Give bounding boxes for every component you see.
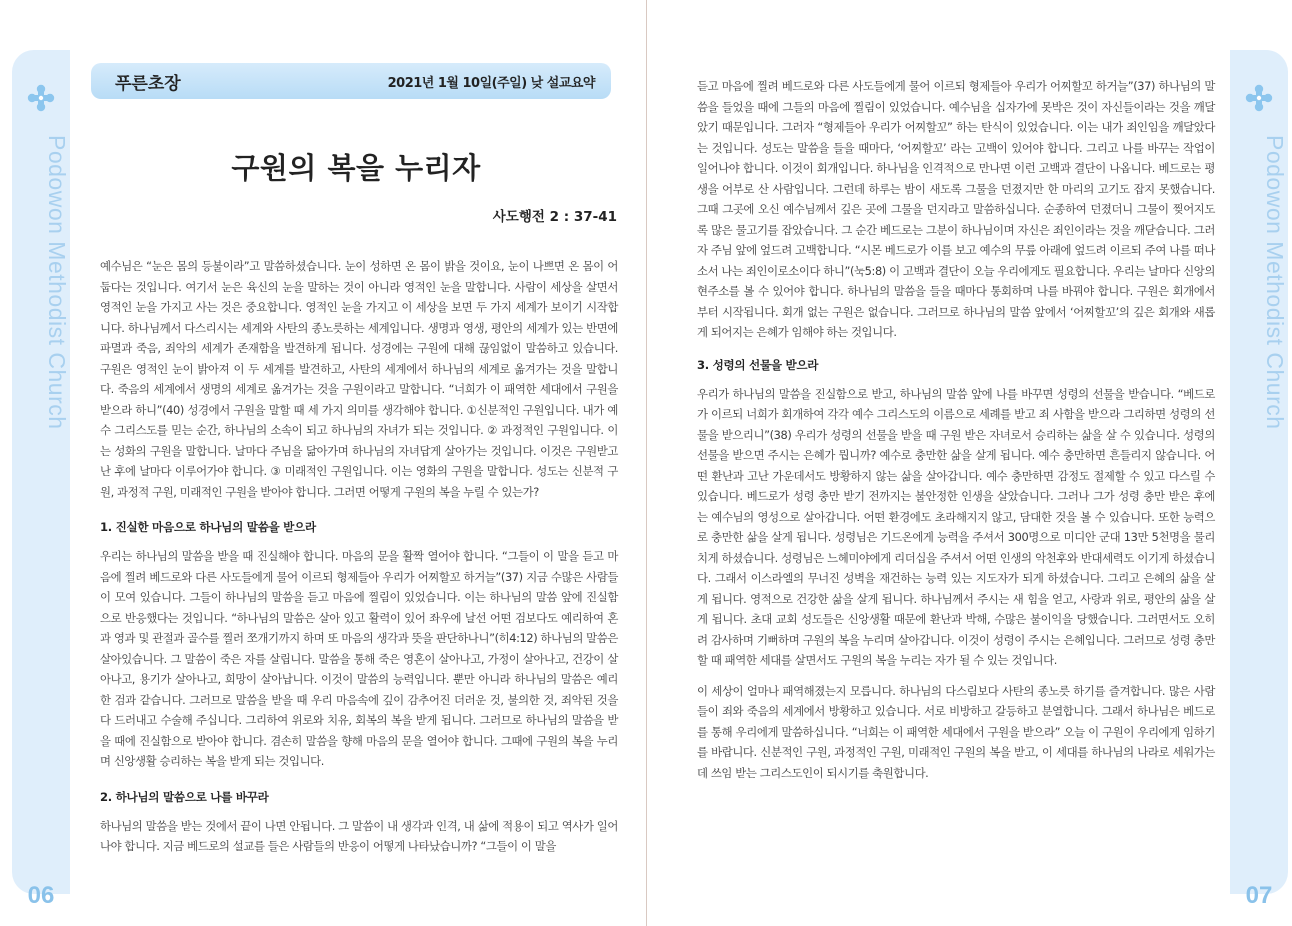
right-page-body [697, 76, 1215, 783]
section-heading: 2. 하나님의 말씀으로 나를 바꾸라 [100, 789, 269, 804]
section-paragraph: 하나님의 말씀을 받는 것에서 끝이 나면 안됩니다. 그 말씀이 내 생각과 인격, 내 삶에 적용이 되고 역사가 일어나야 합니다. 지금 베드로의 설교를 들은 사람들의 반응이 어떻게 나타났습니까? “그들이 이 말을 [100, 818, 618, 853]
section-heading: 1. 진실한 마음으로 하나님의 말씀을 받으라 [100, 520, 316, 534]
sermon-header-bar [91, 63, 611, 99]
cross-flower-icon [27, 84, 55, 112]
section-heading: 3. 성령의 선물을 받으라 [697, 357, 819, 372]
section-paragraph: 우리는 하나님의 말씀을 받을 때 진실해야 합니다. 마음의 문을 활짝 열어야 합니다. “그들이 이 말을 듣고 마음에 찔려 베드로와 다른 사도들에게 물어 이르되 형제들아 우리가 어찌할꼬 하거늘”(37) 지금 수많은 사람들이 모여 있습니다. 그들이 하나님의 말씀을 듣고 마음에 찔림이 있었습니다. 이는 하나님의 말씀 앞에 진실함으로 반응했다는 것입니다. “하나님의 말씀은 살아 있고 활력이 있어 좌우에 날선 어떤 검보다도 예리하여 혼과 영과 및 관절과 골수를 찔러 쪼개기까지 하며 또 마음의 생각과 뜻을 판단하나니”(히4:12) 하나님의 말씀은 살아있습니다. 그 말씀이 죽은 자를 살립니다. 말씀을 통해 죽은 영혼이 살아나고, 가정이 살아나고, 건강이 살아나고, 용기가 살아나고, 희망이 살아납니다. 이것이 말씀의 능력입니다. 뿐만 아니라 하나님의 말씀은 예리한 검과 같습니다. 그러므로 말씀을 받을 때 우리 마음속에 깊이 감추어진 더러운 것, 불의한 것, 죄악된 것을 다 드러내고 수술해 주십니다. 그리하여 위로와 치유, 회복의 복을 받게 됩니다. 그러므로 하나님의 말씀을 받을 때에 진실함으로 받아야 합니다. 겸손히 말씀을 향해 마음의 문을 열어야 합니다. 그때에 구원의 복을 누리며 신앙생활 승리하는 복을 받게 되는 것입니다. [100, 549, 618, 768]
scripture-reference: 사도행전 2 : 37-41 [492, 209, 617, 225]
church-name-vertical: Podowon Methodist Church [44, 134, 70, 430]
section-paragraph: 우리가 하나님의 말씀을 진실함으로 받고, 하나님의 말씀 앞에 나를 바꾸면 성령의 선물을 받습니다. “베드로가 이르되 너희가 회개하여 각각 예수 그리스도의 이름으로 세례를 받고 죄 사함을 받으라 그리하면 성령의 선물을 받으리니”(38) 우리가 성령의 선물을 받을 때 구원 받은 자녀로서 승리하는 삶을 살 수 있습니다. 성령의 선물을 받으면 주시는 은혜가 뭡니까? 예수로 충만한 삶을 살게 됩니다. 예수 충만하면 흔들리지 않습니다. 어떤 환난과 고난 가운데서도 방황하지 않는 삶을 살아갑니다. 예수 충만하면 감정도 절제할 수 있고 다스릴 수 있습니다. 베드로가 성령 충만 받기 전까지는 불안정한 인생을 살았습니다. 그러나 그가 성령 충만 받은 후에는 예수님의 영성으로 살아갑니다. 어떤 환경에도 초라해지지 않고, 담대한 것을 볼 수 있습니다. 또한 능력으로 충만한 삶을 살게 됩니다. 성령님은 기드온에게 능력을 주셔서 300명으로 미디안 군대 13만 5천명을 물리치게 하셨습니다. 성령님은 느헤미야에게 리더십을 주셔서 어떤 인생의 악천후와 반대세력도 이기게 하셨습니다. 그래서 이스라엘의 무너진 성벽을 재건하는 능력 있는 지도자가 되게 하셨습니다. 그리고 은혜의 삶을 살게 됩니다. 영적으로 건강한 삶을 살게 됩니다. 하나님께서 주시는 새 힘을 얻고, 사랑과 위로, 평안의 삶을 살게 됩니다. 초대 교회 성도들은 신앙생활 때문에 환난과 박해, 수많은 불이익을 당했습니다. 그러면서도 오히려 감사하며 기뻐하며 구원의 복을 누리며 살아갑니다. 이것이 성령이 주시는 은혜입니다. 그러므로 성령 충만할 때 패역한 세대를 살면서도 구원의 복을 누리는 자가 될 수 있는 것입니다. [697, 386, 1215, 667]
section-name: 푸른초장 [115, 74, 181, 94]
section-paragraph: 듣고 마음에 찔려 베드로와 다른 사도들에게 물어 이르되 형제들아 우리가 어찌할꼬 하거늘”(37) 하나님의 말씀을 들었을 때에 그들의 마음에 찔림이 있었습니다. 예수님을 십자가에 못박은 것이 자신들이라는 것을 깨달았기 때문입니다. 그러자 “형제들아 우리가 어찌할꼬” 하는 탄식이 있었습니다. 이는 내가 죄인임을 깨달았다는 것입니다. 성도는 말씀을 들을 때마다, ‘어찌할꼬’ 라는 고백이 있어야 합니다. 그리고 나를 바꾸는 작업이 일어나야 합니다. 이것이 회개입니다. 하나님을 인격적으로 만나면 이런 고백과 결단이 나옵니다. 베드로는 평생을 어부로 산 사람입니다. 그런데 하루는 밤이 새도록 그물을 던졌지만 한 마리의 고기도 잡지 못했습니다. 그때 그곳에 오신 예수님께서 깊은 곳에 그물을 던지라고 말씀하십니다. 순종하여 던졌더니 그물이 찢어지도록 많은 물고기를 잡았습니다. 그 순간 베드로는 그분이 하나님이며 자신은 죄인이라는 것을 깨닫습니다. 그러자 주님 앞에 엎드려 고백합니다. “시몬 베드로가 이를 보고 예수의 무릎 아래에 엎드려 이르되 주여 나를 떠나소서 나는 죄인이로소이다 하니”(눅5:8) 이 고백과 결단이 오늘 우리에게도 필요합니다. 우리는 날마다 신앙의 현주소를 볼 수 있어야 합니다. 하나님의 말씀을 들을 때마다 통회하며 나를 바꿔야 합니다. 구원은 회개에서부터 시작됩니다. 회개 없는 구원은 없습니다. 그러므로 하나님의 말씀 앞에서 ‘어찌할꼬’의 깊은 회개와 새롭게 되어지는 은혜가 임해야 하는 것입니다. [697, 79, 1215, 339]
left-page-body [100, 256, 618, 857]
closing-paragraph: 이 세상이 얼마나 패역해졌는지 모릅니다. 하나님의 다스림보다 사탄의 종노릇 하기를 즐겨합니다. 많은 사람들이 죄와 죽음의 세계에서 방황하고 있습니다. 서로 비방하고 갈등하고 분열합니다. 그래서 하나님은 베드로를 통해 우리에게 말씀하십니다. “너희는 이 패역한 세대에서 구원을 받으라” 오늘 이 구원이 우리에게 임하기를 바랍니다. 신분적인 구원, 과정적인 구원, 미래적인 구원의 복을 받고, 이 세대를 하나님의 나라로 세워가는데 쓰임 받는 그리스도인이 되시기를 축원합니다. [697, 683, 1215, 780]
cross-flower-icon [1245, 84, 1273, 112]
page-number: 06 [27, 882, 55, 909]
left-side-tab [12, 50, 70, 909]
page-divider [646, 0, 647, 926]
church-name-vertical: Podowon Methodist Church [1262, 134, 1288, 430]
right-side-tab [1230, 50, 1288, 909]
intro-paragraph: 예수님은 “눈은 몸의 등불이라”고 말씀하셨습니다. 눈이 성하면 온 몸이 밝을 것이요, 눈이 나쁘면 온 몸이 어둡다는 것입니다. 여기서 눈은 육신의 눈을 말하는 것이 아니라 영적인 눈을 말합니다. 사람이 세상을 살면서 영적인 눈을 가지고 사는 것은 중요합니다. 영적인 눈을 가지고 이 세상을 보면 두 가지 세계가 보이기 시작합니다. 하나님께서 다스리시는 세계와 사탄의 종노릇하는 세계입니다. 생명과 영생, 평안의 세계가 있는 반면에 파멸과 죽음, 죄악의 세계가 존재함을 발견하게 됩니다. 성경에는 구원에 대해 끊임없이 말씀하고 있습니다. 구원은 영적인 눈이 밝아져 이 두 세계를 발견하고, 사탄의 세계에서 하나님의 세계로 옮겨가는 것을 말합니다. 죽음의 세계에서 생명의 세계로 옮겨가는 것을 구원이라고 말합니다. “너희가 이 패역한 세대에서 구원을 받으라 하니”(40) 성경에서 구원을 말할 때 세 가지 의미를 생각해야 합니다. ①신분적인 구원입니다. 내가 예수 그리스도를 믿는 순간, 하나님의 소속이 되고 하나님의 자녀가 되는 것입니다. ② 과정적인 구원입니다. 이는 성화의 구원을 말합니다. 날마다 주님을 닮아가며 하나님의 자녀답게 살아가는 것입니다. 이것은 구원받고 난 후에 날마다 이루어가야 합니다. ③ 미래적인 구원입니다. 이는 영화의 구원을 말합니다. 성도는 신분적 구원, 과정적 구원, 미래적인 구원을 받아야 합니다. 그러면 어떻게 구원의 복을 누릴 수 있는가? [100, 259, 618, 499]
page-number: 07 [1245, 882, 1273, 909]
sermon-date: 2021년 1월 10일(주일) 낮 설교요약 [387, 76, 595, 91]
sermon-title: 구원의 복을 누리자 [231, 151, 481, 185]
